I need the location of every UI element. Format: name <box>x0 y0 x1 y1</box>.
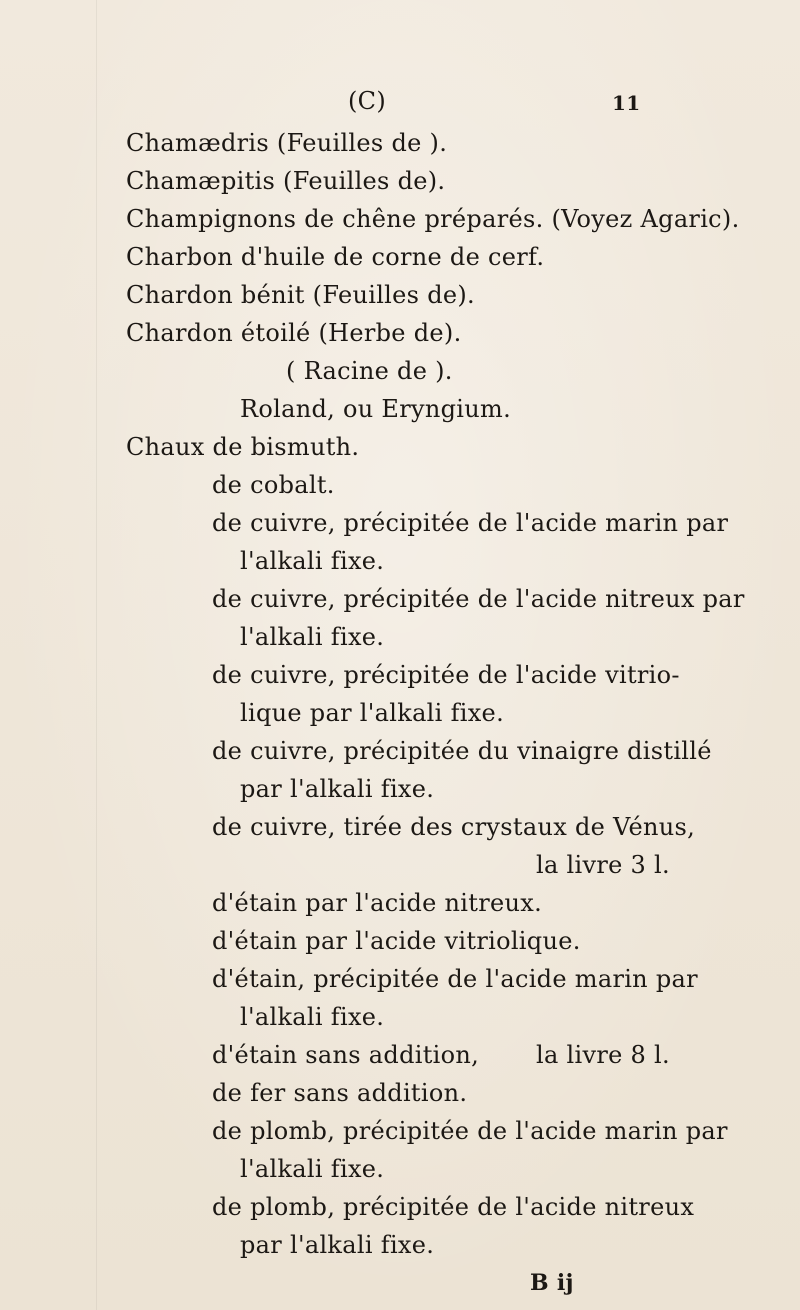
entry-line: ( Racine de ). <box>286 357 453 385</box>
entry-line: l'alkali fixe. <box>240 1003 385 1031</box>
entry-line: Chamæpitis (Feuilles de). <box>126 167 446 195</box>
entry-line: de cobalt. <box>212 471 335 499</box>
entry-line: Charbon d'huile de corne de cerf. <box>126 243 545 271</box>
entry-line: Chamædris (Feuilles de ). <box>126 129 448 157</box>
entry-line: Chaux de bismuth. <box>126 433 360 461</box>
entry-price: la livre 8 l. <box>536 1041 670 1069</box>
entry-line: l'alkali fixe. <box>240 547 385 575</box>
entry-line: de cuivre, précipitée de l'acide nitreux par <box>212 585 745 613</box>
entry-line: d'étain sans addition, <box>212 1041 480 1069</box>
entry-line: par l'alkali fixe. <box>240 775 435 803</box>
entry-line: lique par l'alkali fixe. <box>240 699 504 727</box>
page-crease <box>96 0 97 1310</box>
entry-line: l'alkali fixe. <box>240 1155 385 1183</box>
entry-line: Roland, ou Eryngium. <box>240 395 512 423</box>
entry-line: de cuivre, tirée des crystaux de Vénus, <box>212 813 696 841</box>
running-head-letter: (C) <box>348 87 386 115</box>
entry-line: de cuivre, précipitée de l'acide vitrio- <box>212 661 680 689</box>
entry-line: d'étain par l'acide vitriolique. <box>212 927 581 955</box>
entry-line: Champignons de chêne préparés. (Voyez Agaric). <box>126 205 740 233</box>
entry-line: de cuivre, précipitée de l'acide marin par <box>212 509 729 537</box>
entry-line: de cuivre, précipitée du vinaigre distillé <box>212 737 712 765</box>
page-number: 11 <box>612 91 641 115</box>
signature-mark: B ij <box>530 1270 574 1296</box>
entry-line: d'étain, précipitée de l'acide marin par <box>212 965 698 993</box>
entry-line: Chardon bénit (Feuilles de). <box>126 281 475 309</box>
entry-price: la livre 3 l. <box>536 851 670 879</box>
entry-line: de plomb, précipitée de l'acide nitreux <box>212 1193 695 1221</box>
entry-line: par l'alkali fixe. <box>240 1231 435 1259</box>
entry-line: Chardon étoilé (Herbe de). <box>126 319 462 347</box>
entry-line: d'étain par l'acide nitreux. <box>212 889 543 917</box>
entry-line: de fer sans addition. <box>212 1079 468 1107</box>
entry-line: l'alkali fixe. <box>240 623 385 651</box>
entry-line: de plomb, précipitée de l'acide marin par <box>212 1117 728 1145</box>
